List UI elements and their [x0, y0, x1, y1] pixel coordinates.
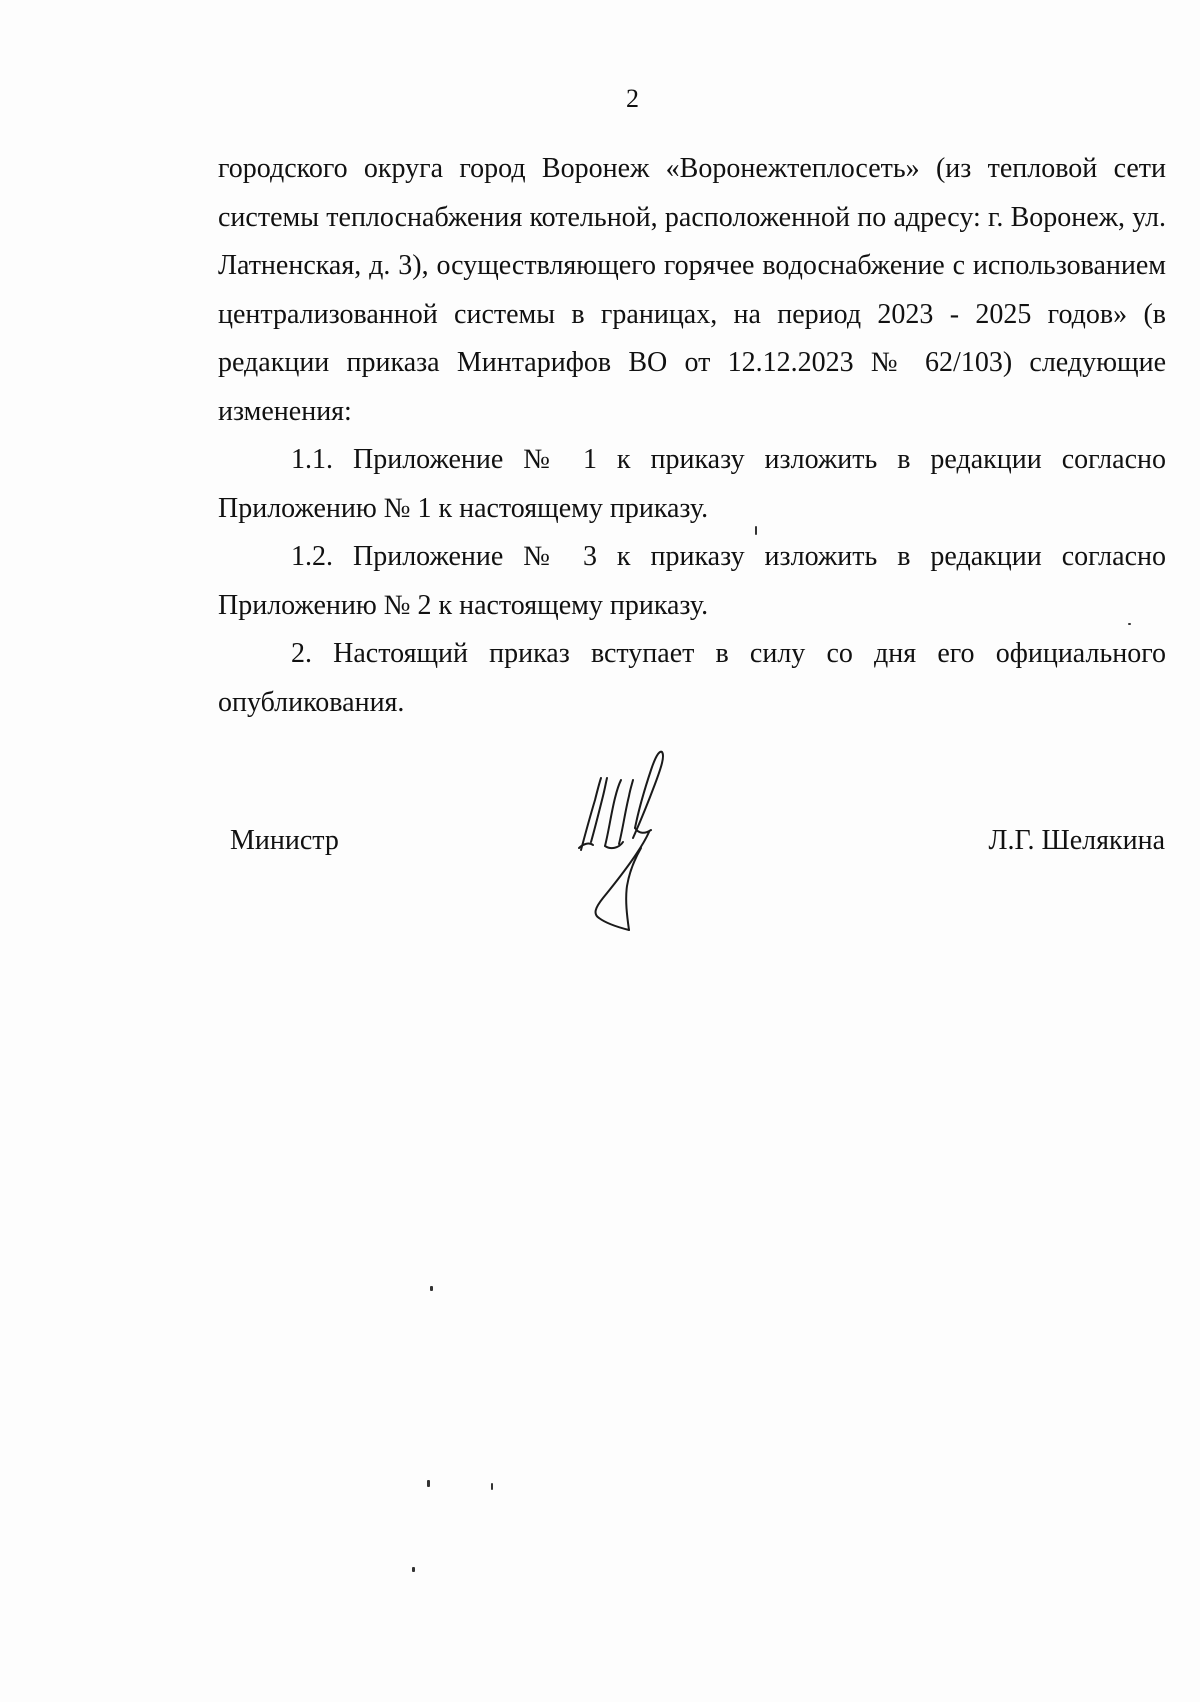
document-body: [218, 145, 1166, 727]
handwritten-signature: [575, 750, 725, 945]
scan-speck: [1128, 623, 1131, 625]
paragraph-item-1-1: 1.1. Приложение № 1 к приказу изложить в редакции согласно Приложению № 1 к настоящему приказу.: [218, 444, 1166, 524]
signatory-title: Министр: [230, 825, 339, 856]
paragraph-item-1-2: 1.2. Приложение № 3 к приказу изложить в редакции согласно Приложению № 2 к настоящему приказу.: [218, 541, 1166, 621]
page-number: 2: [626, 84, 639, 113]
scan-speck: [491, 1483, 493, 1490]
paragraph-item-2: 2. Настоящий приказ вступает в силу со дня его официального опубликования.: [218, 638, 1166, 718]
scan-speck: [755, 526, 757, 535]
scan-speck: [412, 1567, 415, 1572]
scan-speck: [427, 1480, 430, 1487]
scan-speck: [430, 1286, 433, 1291]
signatory-name: Л.Г. Шелякина: [988, 825, 1165, 856]
paragraph-continuation: городского округа город Воронеж «Воронежтеплосеть» (из тепловой сети системы теплоснабжения котельной, расположенной по адресу: г. Воронеж, ул. Латненская, д. 3), осуществляющего горячее водоснабжение с использованием централизованной системы в границах, на период 2023 - 2025 годов» (в редакции приказа Минтарифов ВО от 12.12.2023 № 62/103) следующие изменения:: [218, 153, 1166, 427]
